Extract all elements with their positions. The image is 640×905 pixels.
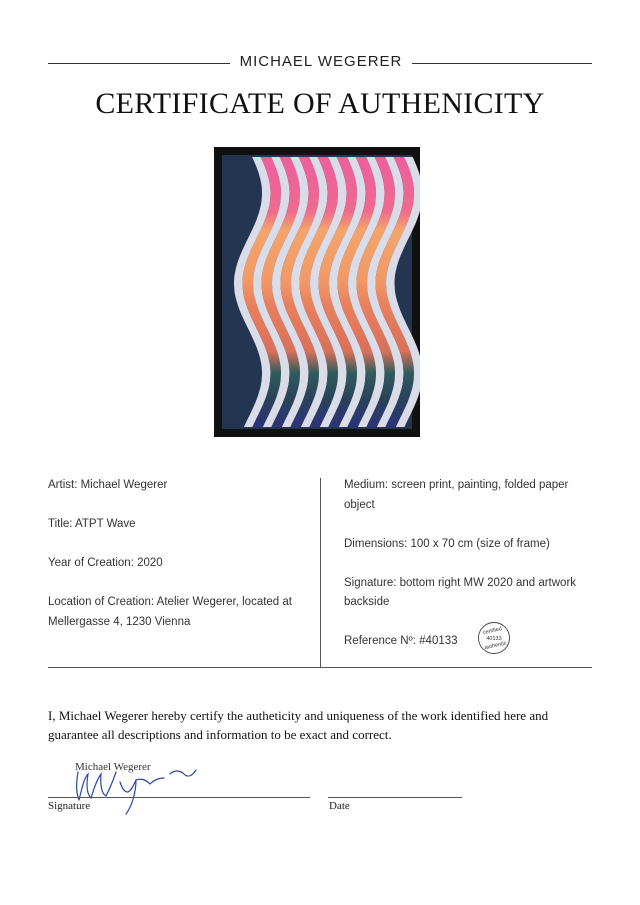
info-column-left [48,476,308,652]
header-artist-name: MICHAEL WEGERER [239,53,403,70]
info-artist: Artist: Michael Wegerer [48,479,168,491]
signature-printed-name: Michael Wegerer [75,761,151,773]
info-location: Location of Creation: Atelier Wegerer, located at Mellergasse 4, 1230 Vienna [48,596,292,628]
date-line [328,797,462,798]
stamp-top-text: certified [482,626,503,637]
info-title: Title: ATPT Wave [48,518,136,530]
info-divider-horizontal [48,667,592,668]
stamp-bottom-text: authentic [484,640,508,652]
info-signature: Signature: bottom right MW 2020 and artwork backside [344,576,577,608]
signature-label: Signature [48,800,91,812]
stamp-middle-text: 40133 [486,636,502,642]
artwork-waves [234,157,420,427]
date-label: Date [329,800,350,812]
header-line-left [48,63,230,64]
certificate-title: CERTIFICATE OF AUTHENICITY [95,87,545,120]
header-line-right [412,63,592,64]
certification-statement: I, Michael Wegerer hereby certify the autheticity and uniqueness of the work identified here and guarantee all descriptions and information to be exact and correct. [48,708,549,742]
info-year: Year of Creation: 2020 [48,557,163,569]
info-medium: Medium: screen print, painting, folded paper object [344,479,569,511]
info-divider-vertical [320,478,321,668]
signature-line [48,797,310,798]
artwork-image [214,147,420,437]
info-reference: Reference Nº: #40133 [344,635,458,647]
info-dimensions: Dimensions: 100 x 70 cm (size of frame) [344,537,550,550]
certified-stamp-icon [477,621,511,655]
info-column-right [344,476,594,671]
